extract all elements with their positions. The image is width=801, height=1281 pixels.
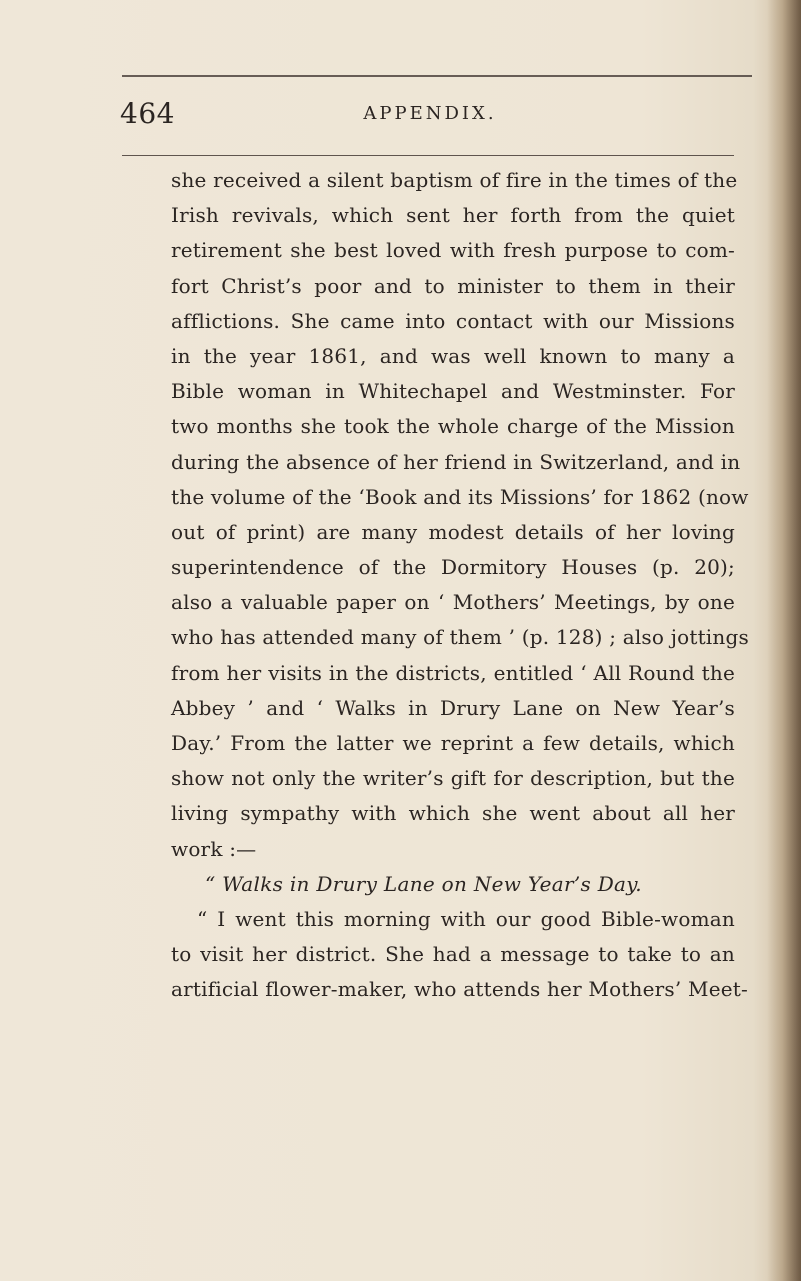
text-line: during the absence of her friend in Switzerland, and in (171, 449, 741, 474)
text-line: out of print) are many modest details of her loving (171, 519, 735, 544)
text-line: Day.’ From the latter we reprint a few details, which (171, 731, 735, 755)
page-header (120, 96, 740, 132)
section-subheading: “ Walks in Drury Lane on New Year’s Day. (205, 871, 642, 896)
text-line: two months she took the whole charge of the Mission (171, 414, 735, 439)
text-line: she received a silent baptism of fire in the times of the (171, 168, 738, 192)
text-line: superintendence of the Dormitory Houses (p. 20); (171, 555, 735, 580)
text-line: from her visits in the districts, entitled ‘ All Round the (171, 660, 735, 685)
text-line: also a valuable paper on ‘ Mothers’ Meetings, by one (171, 590, 735, 615)
text-line: fort Christ’s poor and to minister to them in their (171, 273, 735, 298)
text-line: work :— (171, 836, 257, 861)
text-line: Irish revivals, which sent her forth from the quiet (171, 203, 735, 228)
text-line: to visit her district. She had a message to take to an (171, 942, 735, 967)
text-line: retirement she best loved with fresh purpose to com- (171, 238, 735, 263)
text-line: living sympathy with which she went about all her (171, 801, 735, 826)
text-line: Abbey ’ and ‘ Walks in Drury Lane on New Year’s (171, 695, 735, 720)
text-line: artificial flower-maker, who attends her Mothers’ Meet- (171, 977, 748, 1002)
page-gutter-shadow (767, 0, 801, 1281)
running-head: APPENDIX. (363, 103, 497, 124)
text-line: who has attended many of them ’ (p. 128) ; also jottings (171, 625, 749, 650)
text-line: in the year 1861, and was well known to many a (171, 343, 735, 368)
text-line: the volume of the ‘Book and its Missions’ for 1862 (now (171, 484, 749, 509)
page-number: 464 (120, 97, 175, 130)
text-line: show not only the writer’s gift for description, but the (171, 766, 735, 791)
text-line: Bible woman in Whitechapel and Westminster. For (171, 379, 735, 404)
top-rule (122, 75, 752, 77)
header-rule (122, 155, 734, 156)
body-text (171, 163, 749, 1008)
text-line: afflictions. She came into contact with our Missions (171, 308, 735, 333)
text-line: “ I went this morning with our good Bible-woman (197, 906, 735, 931)
